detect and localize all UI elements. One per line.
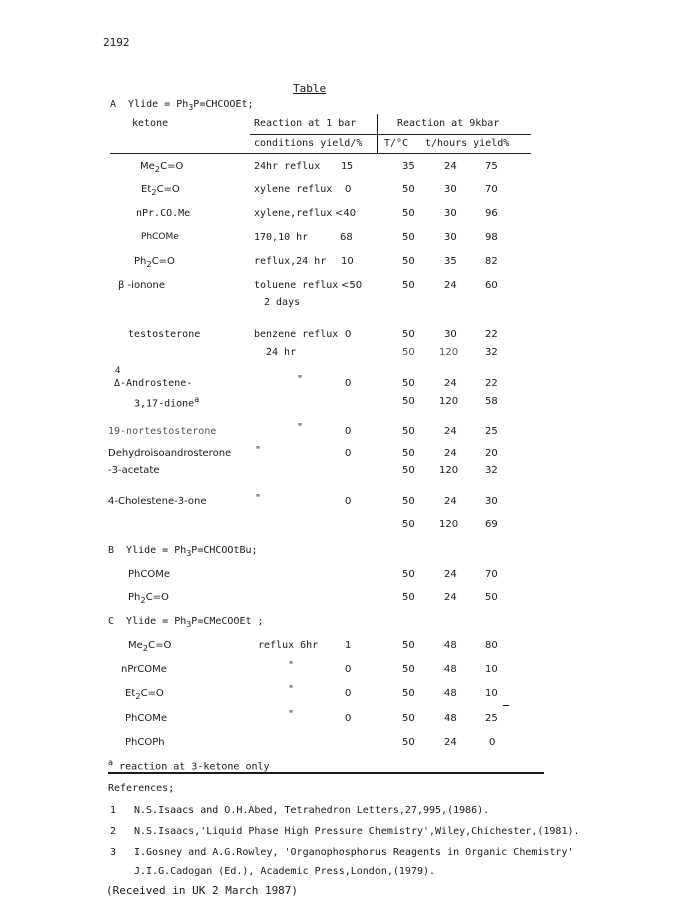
yield-cell: 10 [485, 688, 498, 699]
yield-cell: 70 [485, 184, 498, 195]
temp-cell: 50 [402, 378, 415, 389]
page-number: 2192 [103, 36, 130, 49]
conditions-cell: xylene reflux [254, 184, 333, 195]
yield1-cell: 0 [345, 448, 352, 459]
reference-text: N.S.Isaacs,'Liquid Phase High Pressure Chemistry',Wiley,Chichester,(1981). [134, 826, 580, 837]
references-title: References; [108, 783, 175, 794]
temp-cell: 50 [402, 232, 415, 243]
ketone-cell: 19-nortestosterone [108, 426, 217, 437]
yield1-cell: 1 [345, 640, 352, 651]
time-cell: 30 [444, 208, 457, 219]
ketone-cell: $Me_2C=O$ [140, 161, 184, 174]
time-cell: 24 [444, 161, 457, 172]
delta-superscript: 4 [115, 366, 121, 376]
time-cell: 30 [444, 184, 457, 195]
time-cell: 30 [444, 329, 457, 340]
temp-cell: 50 [402, 688, 415, 699]
temp-cell: 50 [402, 426, 415, 437]
temp-cell: 50 [402, 496, 415, 507]
ketone-cell-2: -3-acetate [108, 465, 160, 476]
time-cell-2: 120 [439, 465, 459, 476]
ditto-mark: " [288, 660, 295, 671]
yield-cell-2: 58 [485, 396, 498, 407]
ketone-cell: PhCOMe [128, 569, 171, 580]
time-cell: 24 [444, 378, 457, 389]
yield-cell: 82 [485, 256, 498, 267]
reference-number: 3 [110, 847, 117, 858]
yield-cell: 22 [485, 378, 498, 389]
temp-cell: 50 [402, 448, 415, 459]
time-cell: 24 [444, 426, 457, 437]
yield1-cell: 0 [345, 426, 352, 437]
time-cell: 30 [444, 232, 457, 243]
temp-cell: 50 [402, 280, 415, 291]
yield-cell: 75 [485, 161, 498, 172]
sub-T: T/°C [384, 138, 409, 149]
time-cell-2: 120 [439, 519, 459, 530]
reference-text-2: J.I.G.Cadogan (Ed.), Academic Press,London,(1979). [134, 866, 436, 877]
temp-cell-2: 50 [402, 347, 415, 358]
conditions-cell: 170,10 hr [254, 232, 309, 243]
yield-cell-2: 32 [485, 347, 498, 358]
section-b-label: B Ylide = $Ph_3P=CHCOOtBu$; [108, 545, 258, 558]
yield-cell: 20 [485, 448, 498, 459]
ketone-cell: β -ionone [118, 280, 166, 291]
yield1-cell: 0 [345, 688, 352, 699]
conditions-cell: reflux 6hr [258, 640, 319, 651]
time-cell: 24 [444, 737, 457, 748]
temp-cell: 50 [402, 569, 415, 580]
footnote: $^a$ reaction at 3-ketone only [108, 757, 270, 773]
yield1-cell: 68 [340, 232, 353, 243]
temp-cell: 50 [402, 184, 415, 195]
yield1-cell: 0 [345, 329, 352, 340]
yield-cell: 70 [485, 569, 498, 580]
time-cell: 48 [444, 688, 457, 699]
yield-cell: 25 [485, 426, 498, 437]
time-cell: 24 [444, 280, 457, 291]
ditto-mark: " [255, 493, 262, 504]
reference-number: 2 [110, 826, 117, 837]
conditions-cell-2: 2 days [264, 297, 301, 308]
yield1-cell: 0 [345, 496, 352, 507]
ketone-cell: nPr.CO.Me [136, 208, 191, 219]
sub-conditions: conditions yield/% [254, 138, 363, 149]
time-cell-2: 120 [439, 347, 459, 358]
yield-cell-2: 32 [485, 465, 498, 476]
yield1-cell: <40 [335, 208, 357, 219]
time-cell: 24 [444, 569, 457, 580]
yield-cell: 10 [485, 664, 498, 675]
section-a-label: A Ylide = $Ph_3P=CHCOOEt$; [110, 99, 254, 112]
yield-cell: 80 [485, 640, 498, 651]
conditions-cell: benzene reflux [254, 329, 339, 340]
ketone-cell: Dehydroisoandrosterone [108, 448, 232, 459]
ditto-mark: " [288, 684, 295, 695]
yield1-cell: 0 [345, 378, 352, 389]
col-1bar: Reaction at 1 bar [254, 118, 357, 129]
ketone-cell: 4-Cholestene-3-one [108, 496, 207, 507]
header-rule-top [250, 134, 531, 135]
ketone-cell: $Ph_2C=O$ [134, 256, 175, 269]
temp-cell: 50 [402, 256, 415, 267]
temp-cell: 50 [402, 592, 415, 603]
yield-cell: 22 [485, 329, 498, 340]
yield-cell: 50 [485, 592, 498, 603]
temp-cell: 50 [402, 737, 415, 748]
yield-cell: 60 [485, 280, 498, 291]
yield-cell: 96 [485, 208, 498, 219]
ketone-cell: PhCOPh [125, 737, 165, 748]
yield-cell: 30 [485, 496, 498, 507]
conditions-cell-2: 24 hr [266, 347, 297, 358]
temp-cell: 50 [402, 664, 415, 675]
time-cell-2: 120 [439, 396, 459, 407]
temp-cell: 50 [402, 713, 415, 724]
received-date: (Received in UK 2 March 1987) [106, 884, 299, 897]
temp-cell-2: 50 [402, 465, 415, 476]
ketone-cell-2: 3,17-dione$^a$ [134, 394, 200, 410]
time-cell: 48 [444, 664, 457, 675]
temp-cell: 50 [402, 329, 415, 340]
conditions-cell: xylene,reflux [254, 208, 333, 219]
ketone-cell: $Et_2C=O$ [141, 184, 180, 197]
ketone-cell: $Et_2C=O$ [125, 688, 164, 701]
reference-number: 1 [110, 805, 117, 816]
reference-text: N.S.Isaacs and O.H.Abed, Tetrahedron Letters,27,995,(1986). [134, 805, 490, 816]
time-cell: 48 [444, 713, 457, 724]
stray-mark [503, 705, 509, 706]
yield1-cell: <50 [341, 280, 363, 291]
table-title: Table [293, 82, 327, 95]
conditions-cell: 24hr reflux [254, 161, 321, 172]
yield-cell-2: 69 [485, 519, 498, 530]
ditto-mark: " [297, 374, 304, 385]
yield1-cell: 15 [341, 161, 354, 172]
reference-text: I.Gosney and A.G.Rowley, 'Organophosphorus Reagents in Organic Chemistry' [134, 847, 574, 858]
conditions-cell: toluene reflux [254, 280, 339, 291]
yield-cell: 0 [489, 737, 496, 748]
ketone-cell: $Me_2C=O$ [128, 640, 172, 653]
yield1-cell: 10 [341, 256, 354, 267]
sub-t: t/hours yield% [425, 138, 510, 149]
ditto-mark: " [288, 709, 295, 720]
yield-cell: 25 [485, 713, 498, 724]
col-ketone: ketone [132, 118, 169, 129]
ketone-cell: PhCOMe [141, 232, 179, 242]
ditto-mark: " [255, 445, 262, 456]
section-c-label: C Ylide = $Ph_3P=CMeCOOEt$ ; [108, 616, 264, 629]
yield1-cell: 0 [345, 664, 352, 675]
col-9kbar: Reaction at 9kbar [397, 118, 500, 129]
header-divider [377, 114, 378, 154]
header-rule-bottom [110, 153, 531, 154]
ditto-mark: " [297, 422, 304, 433]
temp-cell: 50 [402, 208, 415, 219]
footnote-rule [108, 772, 544, 774]
temp-cell-2: 50 [402, 519, 415, 530]
time-cell: 24 [444, 496, 457, 507]
ketone-cell: Δ-Androstene- [114, 378, 193, 389]
ketone-cell: PhCOMe [125, 713, 168, 724]
ketone-cell: testosterone [128, 329, 201, 340]
ketone-cell: $Ph_2C=O$ [128, 592, 169, 605]
ketone-cell: nPrCOMe [121, 664, 167, 675]
temp-cell: 35 [402, 161, 415, 172]
temp-cell: 50 [402, 640, 415, 651]
yield-cell: 98 [485, 232, 498, 243]
time-cell: 24 [444, 592, 457, 603]
temp-cell-2: 50 [402, 396, 415, 407]
yield1-cell: 0 [345, 184, 352, 195]
conditions-cell: reflux,24 hr [254, 256, 327, 267]
time-cell: 24 [444, 448, 457, 459]
yield1-cell: 0 [345, 713, 352, 724]
time-cell: 48 [444, 640, 457, 651]
time-cell: 35 [444, 256, 457, 267]
